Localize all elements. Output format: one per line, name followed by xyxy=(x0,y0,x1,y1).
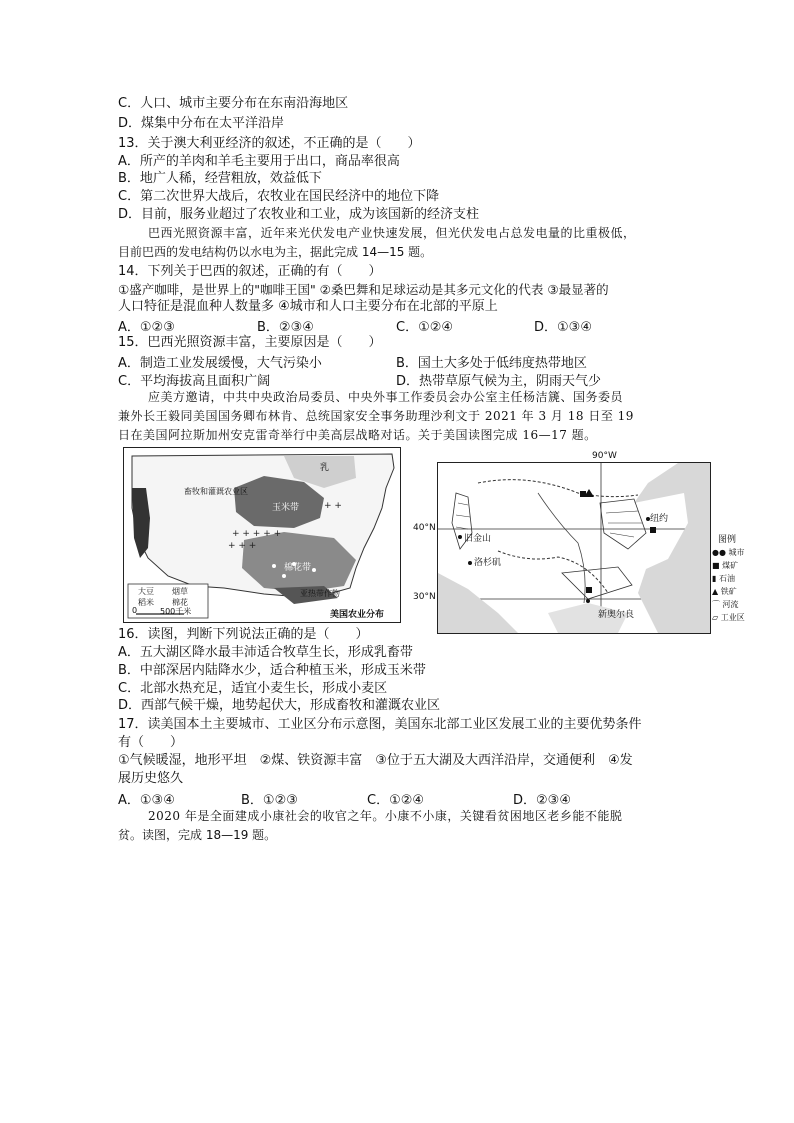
question-16: 16．读图，判断下列说法正确的是（ ） xyxy=(118,627,369,642)
q15-option-b: B．国土大多处于低纬度热带地区 xyxy=(396,356,587,371)
legend-soybean: 大豆 xyxy=(138,587,154,596)
scale-label: 500千米 xyxy=(160,607,192,616)
passage-poverty-2: 贫。读图，完成 18—19 题。 xyxy=(118,828,277,842)
industry-symbol-icon: ▱ xyxy=(712,613,719,622)
legend-coal: ■ 煤矿 xyxy=(712,561,739,570)
city-san-francisco: 旧金山 xyxy=(464,534,492,544)
svg-text:+ + +: + + + xyxy=(228,541,257,551)
q15-option-c: C．平均海拔高且面积广阔 xyxy=(118,374,271,389)
map2-legend xyxy=(712,546,772,624)
q14-option-d: D．①③④ xyxy=(534,320,592,335)
q17-option-a: A．①③④ xyxy=(118,793,175,808)
city-new-york: 纽约 xyxy=(650,514,669,524)
passage-brazil-1: 巴西光照资源丰富，近年来光伏发电产业快速发展，但光伏发电占总发电量的比重极低， xyxy=(148,226,636,240)
passage-brazil-2: 目前巴西的发电结构仍以水电为主，据此完成 14—15 题。 xyxy=(118,245,433,259)
q13-option-c: C．第二次世界大战后，农牧业在国民经济中的地位下降 xyxy=(118,189,440,204)
q15-option-d: D．热带草原气候为主，阴雨天气少 xyxy=(396,374,602,389)
latitude-40n: 40°N xyxy=(413,523,436,533)
city-los-angeles: 洛杉矶 xyxy=(474,558,502,568)
svg-text:+ + + + +: + + + + + xyxy=(232,529,282,539)
passage-usa-1: 应美方邀请，中共中央政治局委员、中央外事工作委员会办公室主任杨洁篪、国务委员 xyxy=(148,390,624,404)
legend-iron: ▲ 铁矿 xyxy=(712,587,737,596)
q14-statements-1: ①盛产咖啡，是世界上的"咖啡王国" ②桑巴舞和足球运动是其多元文化的代表 ③最显著的 xyxy=(118,282,609,297)
passage-poverty-1: 2020 年是全面建成小康社会的收官之年。小康不小康，关键看贫困地区老乡能不能脱 xyxy=(148,809,623,823)
map2-legend-title: 图例 xyxy=(718,535,737,545)
passage-usa-2: 兼外长王毅同美国国务卿布林肯、总统国家安全事务助理沙利文于 2021 年 3 月 18 日至 19 xyxy=(118,409,634,423)
question-15: 15．巴西光照资源丰富，主要原因是（ ） xyxy=(118,335,382,350)
q17-statements-2: 展历史悠久 xyxy=(118,771,184,786)
svg-text:+ +: + + xyxy=(324,501,342,511)
us-agriculture-map-drawing xyxy=(124,448,400,622)
iron-symbol-icon: ▲ xyxy=(712,587,719,596)
q14-option-c: C．①②④ xyxy=(396,320,454,335)
oil-symbol-icon: ▮ xyxy=(712,574,717,583)
longitude-90w: 90°W xyxy=(592,451,617,461)
question-13: 13．关于澳大利亚经济的叙述，不正确的是（ ） xyxy=(118,136,421,151)
q13-option-b: B．地广人稀，经营粗放，效益低下 xyxy=(118,171,322,186)
map1-title: 美国农业分布 xyxy=(330,610,385,620)
river-symbol-icon: ⌒ xyxy=(712,600,720,609)
q14-option-b: B．②③④ xyxy=(257,320,314,335)
legend-river: ⌒ 河流 xyxy=(712,600,739,609)
zone-label-dairy: 乳 xyxy=(320,463,330,473)
q17-option-c: C．①②④ xyxy=(367,793,425,808)
q16-option-d: D．西部气候干燥，地势起伏大，形成畜牧和灌溉农业区 xyxy=(118,698,441,713)
legend-cotton: 棉花 xyxy=(172,598,188,607)
q17-statements-1: ①气候暖湿，地形平坦 ②煤、铁资源丰富 ③位于五大湖及大西洋沿岸，交通便利 ④发 xyxy=(118,753,633,768)
scale-zero: 0 xyxy=(132,606,138,615)
legend-rice: 稻米 xyxy=(138,598,154,607)
us-industry-map xyxy=(437,462,711,634)
q14-option-a: A．①②③ xyxy=(118,320,175,335)
question-17-cont: 有（ ） xyxy=(118,735,184,750)
city-new-orleans: 新奥尔良 xyxy=(598,610,635,620)
passage-usa-3: 日在美国阿拉斯加州安克雷奇举行中美高层战略对话。关于美国读图完成 16—17 题。 xyxy=(118,428,597,442)
legend-industry: ▱ 工业区 xyxy=(712,613,745,622)
zone-label-grazing: 畜牧和灌溉农业区 xyxy=(184,487,248,496)
option-d-prev: D．煤集中分布在太平洋沿岸 xyxy=(118,116,285,131)
legend-oil: ▮ 石油 xyxy=(712,574,735,583)
zone-label-subtropical: 亚热带作物 xyxy=(300,589,340,598)
zone-label-corn: 玉米带 xyxy=(272,503,300,513)
q17-option-b: B．①②③ xyxy=(241,793,298,808)
city-symbol-icon: ●● xyxy=(712,548,726,557)
latitude-30n: 30°N xyxy=(413,592,436,602)
us-agriculture-map xyxy=(123,447,401,623)
option-c-prev: C．人口、城市主要分布在东南沿海地区 xyxy=(118,96,349,111)
legend-city: ●● 城市 xyxy=(712,548,745,557)
q16-option-a: A．五大湖区降水最丰沛适合牧草生长，形成乳畜带 xyxy=(118,645,413,660)
question-14: 14．下列关于巴西的叙述，正确的有（ ） xyxy=(118,264,382,279)
q14-statements-2: 人口特征是混血种人数量多 ④城市和人口主要分布在北部的平原上 xyxy=(118,299,498,314)
zone-label-cotton: 棉花带 xyxy=(284,563,312,573)
q16-option-c: C．北部水热充足，适宜小麦生长，形成小麦区 xyxy=(118,681,388,696)
q17-option-d: D．②③④ xyxy=(513,793,571,808)
q16-option-b: B．中部深居内陆降水少，适合种植玉米，形成玉米带 xyxy=(118,663,426,678)
q13-option-a: A．所产的羊肉和羊毛主要用于出口，商品率很高 xyxy=(118,154,400,169)
coal-symbol-icon: ■ xyxy=(712,561,720,570)
us-industry-map-drawing xyxy=(438,463,710,633)
question-17: 17．读美国本土主要城市、工业区分布示意图，美国东北部工业区发展工业的主要优势条件 xyxy=(118,717,642,732)
q13-option-d: D．目前，服务业超过了农牧业和工业，成为该国新的经济支柱 xyxy=(118,207,480,222)
legend-tobacco: 烟草 xyxy=(172,587,188,596)
q15-option-a: A．制造工业发展缓慢，大气污染小 xyxy=(118,356,322,371)
